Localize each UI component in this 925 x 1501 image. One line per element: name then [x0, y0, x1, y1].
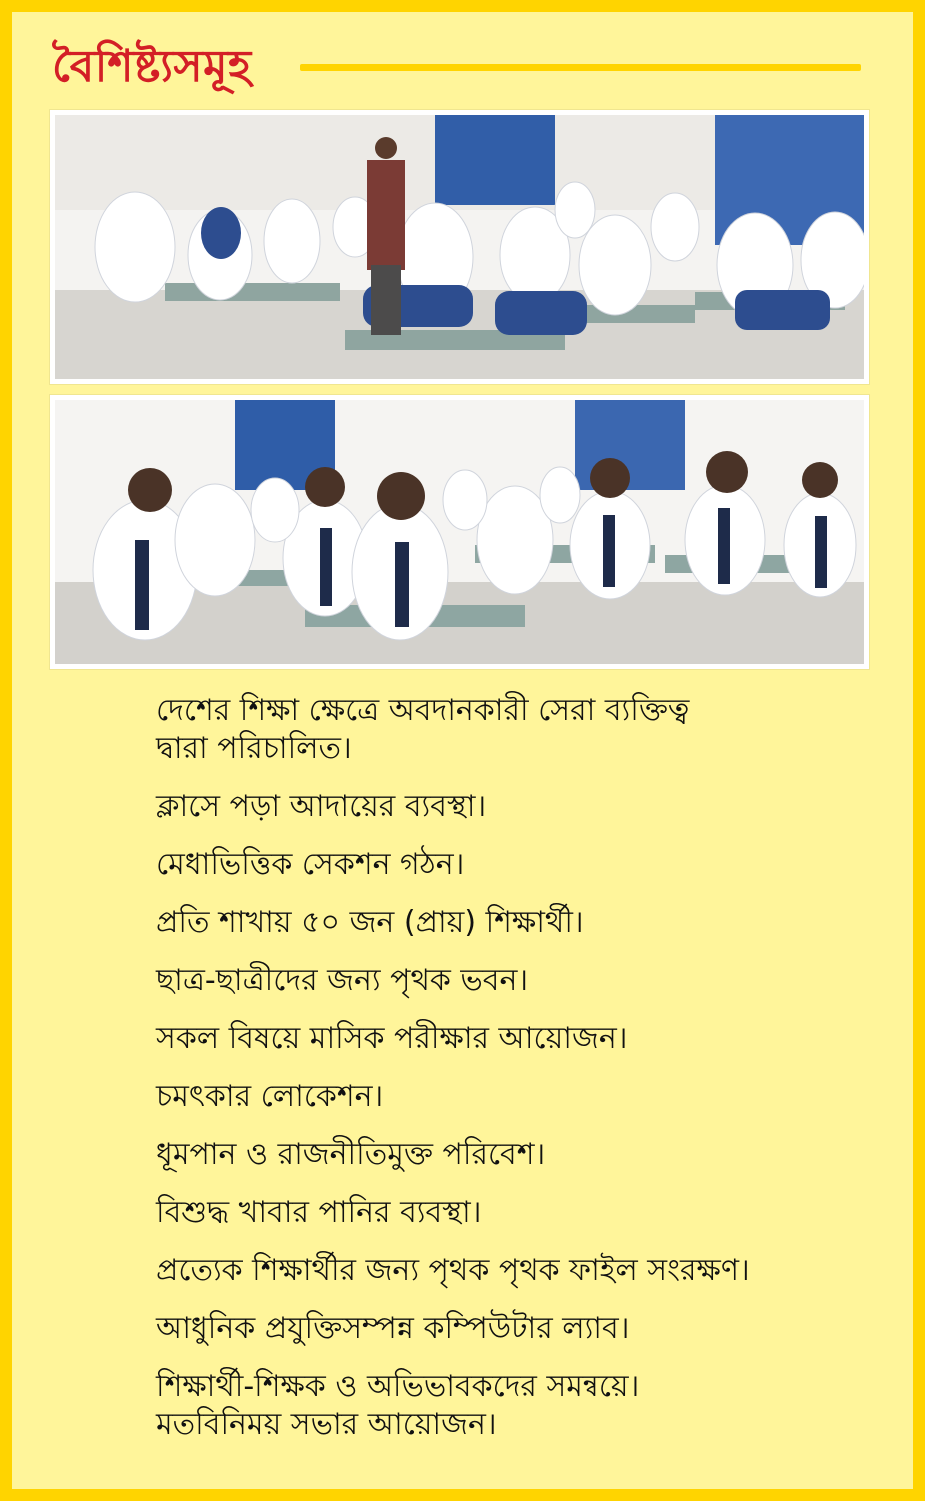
feature-line: শিক্ষার্থী-শিক্ষক ও অভিভাবকদের সমন্বয়ে।: [156, 1369, 640, 1404]
features-panel: [12, 12, 913, 1489]
feature-line: চমৎকার লোকেশন।: [156, 1079, 384, 1114]
classroom-boys-illustration: [55, 400, 864, 664]
feature-item: [156, 962, 856, 1000]
feature-item: [156, 1194, 856, 1232]
feature-item: [156, 1368, 856, 1444]
feature-line: প্রত্যেক শিক্ষার্থীর জন্য পৃথক পৃথক ফাইল সংরক্ষণ।: [156, 1253, 750, 1288]
feature-line: বিশুদ্ধ খাবার পানির ব্যবস্থা।: [156, 1195, 482, 1230]
feature-item: [156, 788, 856, 826]
heading: [52, 34, 252, 104]
feature-item: [156, 1136, 856, 1174]
feature-line: মতবিনিময় সভার আয়োজন।: [156, 1407, 497, 1442]
feature-line: ক্লাসে পড়া আদায়ের ব্যবস্থা।: [156, 789, 487, 824]
feature-line: প্রতি শাখায় ৫০ জন (প্রায়) শিক্ষার্থী।: [156, 905, 584, 940]
feature-item: [156, 1310, 856, 1348]
feature-line: ধূমপান ও রাজনীতিমুক্ত পরিবেশ।: [156, 1137, 546, 1172]
feature-item: [156, 1252, 856, 1290]
feature-item: [156, 692, 856, 768]
feature-line: সকল বিষয়ে মাসিক পরীক্ষার আয়োজন।: [156, 1021, 628, 1056]
feature-list: [156, 692, 856, 1464]
page-title: বৈশিষ্ট্যসমূহ: [52, 40, 252, 92]
feature-line: মেধাভিত্তিক সেকশন গঠন।: [156, 847, 465, 882]
feature-line: ছাত্র-ছাত্রীদের জন্য পৃথক ভবন।: [156, 963, 529, 998]
feature-line: দ্বারা পরিচালিত।: [156, 731, 352, 766]
classroom-boys-photo: [50, 395, 869, 669]
feature-line: আধুনিক প্রযুক্তিসম্পন্ন কম্পিউটার ল্যাব।: [156, 1311, 630, 1346]
feature-line: দেশের শিক্ষা ক্ষেত্রে অবদানকারী সেরা ব্যক্তিত্ব: [156, 693, 690, 728]
feature-item: [156, 846, 856, 884]
title-underline: [300, 64, 861, 71]
feature-item: [156, 1020, 856, 1058]
feature-item: [156, 904, 856, 942]
classroom-girls-photo: [50, 110, 869, 384]
classroom-girls-illustration: [55, 115, 864, 379]
feature-item: [156, 1078, 856, 1116]
